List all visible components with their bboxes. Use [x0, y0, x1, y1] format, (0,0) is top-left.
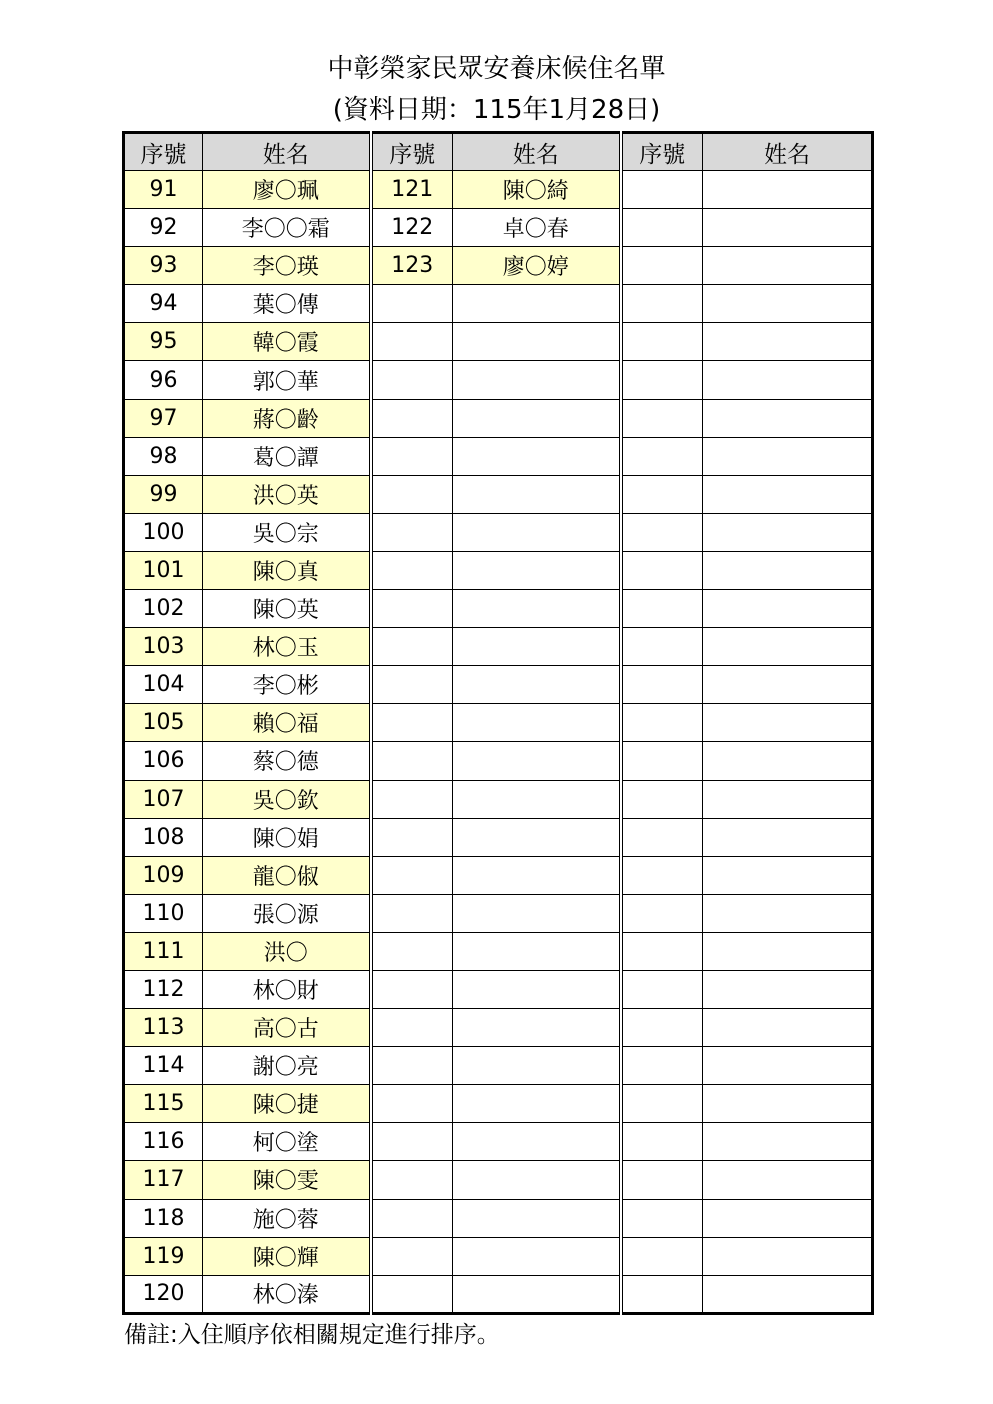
resident-name-cell: 林〇玉	[203, 628, 371, 666]
resident-name-cell: 廖〇婷	[453, 247, 621, 285]
serial-number-cell: 121	[371, 171, 453, 209]
resident-name-cell	[703, 399, 873, 437]
serial-number-cell	[621, 1047, 703, 1085]
resident-name-cell	[453, 1009, 621, 1047]
resident-name-cell	[453, 856, 621, 894]
resident-name-cell: 郭〇華	[203, 361, 371, 399]
resident-name-cell	[703, 1123, 873, 1161]
table-row	[124, 1237, 873, 1275]
table-row	[124, 1161, 873, 1199]
resident-name-cell	[453, 513, 621, 551]
serial-number-cell: 113	[124, 1009, 203, 1047]
resident-name-cell	[703, 666, 873, 704]
serial-number-cell: 123	[371, 247, 453, 285]
serial-number-cell	[371, 704, 453, 742]
serial-number-cell: 92	[124, 209, 203, 247]
serial-number-cell	[371, 856, 453, 894]
table-row	[124, 247, 873, 285]
serial-number-cell: 115	[124, 1085, 203, 1123]
waiting-list-table	[122, 131, 874, 1315]
serial-number-cell	[371, 742, 453, 780]
resident-name-cell	[703, 209, 873, 247]
resident-name-cell	[703, 1009, 873, 1047]
resident-name-cell: 吳〇宗	[203, 513, 371, 551]
resident-name-cell	[703, 361, 873, 399]
col-header-no: 序號	[621, 133, 703, 171]
serial-number-cell	[621, 399, 703, 437]
resident-name-cell	[703, 513, 873, 551]
serial-number-cell	[621, 1237, 703, 1275]
table-row	[124, 818, 873, 856]
serial-number-cell	[621, 628, 703, 666]
resident-name-cell	[703, 590, 873, 628]
serial-number-cell	[621, 818, 703, 856]
serial-number-cell: 102	[124, 590, 203, 628]
resident-name-cell	[453, 1199, 621, 1237]
serial-number-cell	[621, 856, 703, 894]
serial-number-cell	[371, 361, 453, 399]
serial-number-cell	[621, 590, 703, 628]
serial-number-cell	[371, 666, 453, 704]
resident-name-cell: 陳〇綺	[453, 171, 621, 209]
serial-number-cell	[371, 285, 453, 323]
serial-number-cell: 108	[124, 818, 203, 856]
resident-name-cell: 韓〇霞	[203, 323, 371, 361]
table-row	[124, 704, 873, 742]
serial-number-cell: 103	[124, 628, 203, 666]
table-row	[124, 437, 873, 475]
resident-name-cell	[703, 704, 873, 742]
resident-name-cell: 李〇瑛	[203, 247, 371, 285]
resident-name-cell: 蔣〇齡	[203, 399, 371, 437]
serial-number-cell	[371, 437, 453, 475]
resident-name-cell	[703, 1161, 873, 1199]
resident-name-cell	[453, 780, 621, 818]
resident-name-cell	[703, 247, 873, 285]
serial-number-cell: 110	[124, 894, 203, 932]
resident-name-cell	[453, 818, 621, 856]
table-row	[124, 1047, 873, 1085]
document-title: 中彰榮家民眾安養床候住名單	[327, 54, 666, 84]
resident-name-cell	[703, 475, 873, 513]
resident-name-cell: 葉〇傳	[203, 285, 371, 323]
serial-number-cell: 104	[124, 666, 203, 704]
serial-number-cell	[621, 475, 703, 513]
serial-number-cell: 96	[124, 361, 203, 399]
resident-name-cell	[703, 894, 873, 932]
serial-number-cell	[371, 1085, 453, 1123]
serial-number-cell: 111	[124, 932, 203, 970]
resident-name-cell: 陳〇雯	[203, 1161, 371, 1199]
serial-number-cell	[621, 1009, 703, 1047]
col-header-name: 姓名	[453, 133, 621, 171]
table-row	[124, 1123, 873, 1161]
resident-name-cell	[703, 1275, 873, 1313]
serial-number-cell	[371, 1237, 453, 1275]
data-date-subtitle: (資料日期：115年1月28日)	[332, 95, 661, 125]
serial-number-cell	[621, 1161, 703, 1199]
serial-number-cell: 101	[124, 551, 203, 589]
table-row	[124, 1199, 873, 1237]
serial-number-cell	[621, 209, 703, 247]
resident-name-cell	[453, 704, 621, 742]
resident-name-cell	[453, 666, 621, 704]
table-row	[124, 932, 873, 970]
table-row	[124, 894, 873, 932]
resident-name-cell	[453, 1161, 621, 1199]
serial-number-cell	[371, 628, 453, 666]
table-row	[124, 209, 873, 247]
table-row	[124, 551, 873, 589]
serial-number-cell	[621, 361, 703, 399]
resident-name-cell	[703, 856, 873, 894]
resident-name-cell	[453, 285, 621, 323]
serial-number-cell: 122	[371, 209, 453, 247]
serial-number-cell	[371, 1047, 453, 1085]
resident-name-cell	[703, 171, 873, 209]
col-header-no: 序號	[124, 133, 203, 171]
resident-name-cell	[453, 361, 621, 399]
serial-number-cell	[621, 1199, 703, 1237]
resident-name-cell: 卓〇春	[453, 209, 621, 247]
serial-number-cell	[371, 932, 453, 970]
serial-number-cell	[621, 247, 703, 285]
col-header-no: 序號	[371, 133, 453, 171]
serial-number-cell: 99	[124, 475, 203, 513]
resident-name-cell: 李〇彬	[203, 666, 371, 704]
resident-name-cell: 李〇〇霜	[203, 209, 371, 247]
resident-name-cell: 謝〇亮	[203, 1047, 371, 1085]
resident-name-cell: 賴〇福	[203, 704, 371, 742]
resident-name-cell	[703, 780, 873, 818]
resident-name-cell	[703, 1085, 873, 1123]
serial-number-cell	[371, 1009, 453, 1047]
resident-name-cell: 陳〇捷	[203, 1085, 371, 1123]
resident-name-cell	[703, 628, 873, 666]
table-row	[124, 475, 873, 513]
table-row	[124, 1275, 873, 1313]
serial-number-cell	[371, 1161, 453, 1199]
resident-name-cell: 葛〇譚	[203, 437, 371, 475]
table-row	[124, 399, 873, 437]
serial-number-cell	[621, 970, 703, 1008]
serial-number-cell	[371, 1199, 453, 1237]
serial-number-cell	[371, 780, 453, 818]
serial-number-cell: 107	[124, 780, 203, 818]
remark-note: 備註:入住順序依相關規定進行排序。	[124, 1322, 500, 1348]
table-row	[124, 780, 873, 818]
serial-number-cell	[371, 1275, 453, 1313]
serial-number-cell: 97	[124, 399, 203, 437]
resident-name-cell: 陳〇輝	[203, 1237, 371, 1275]
table-row	[124, 666, 873, 704]
resident-name-cell	[703, 285, 873, 323]
resident-name-cell	[703, 818, 873, 856]
resident-name-cell: 廖〇珮	[203, 171, 371, 209]
serial-number-cell: 94	[124, 285, 203, 323]
resident-name-cell	[453, 1275, 621, 1313]
resident-name-cell: 陳〇英	[203, 590, 371, 628]
serial-number-cell	[371, 818, 453, 856]
serial-number-cell	[621, 666, 703, 704]
table-row	[124, 323, 873, 361]
serial-number-cell	[621, 1085, 703, 1123]
serial-number-cell	[621, 513, 703, 551]
resident-name-cell	[453, 932, 621, 970]
table-row	[124, 742, 873, 780]
serial-number-cell	[621, 742, 703, 780]
table-header-row	[124, 133, 873, 171]
resident-name-cell	[453, 1237, 621, 1275]
resident-name-cell	[703, 1237, 873, 1275]
resident-name-cell	[703, 551, 873, 589]
resident-name-cell: 陳〇真	[203, 551, 371, 589]
resident-name-cell	[453, 742, 621, 780]
table-row	[124, 1009, 873, 1047]
serial-number-cell	[621, 932, 703, 970]
serial-number-cell: 100	[124, 513, 203, 551]
serial-number-cell: 112	[124, 970, 203, 1008]
resident-name-cell	[453, 1047, 621, 1085]
resident-name-cell	[703, 932, 873, 970]
serial-number-cell	[621, 323, 703, 361]
serial-number-cell	[621, 1123, 703, 1161]
serial-number-cell: 95	[124, 323, 203, 361]
table-row	[124, 361, 873, 399]
serial-number-cell	[371, 475, 453, 513]
resident-name-cell: 高〇古	[203, 1009, 371, 1047]
table-row	[124, 171, 873, 209]
serial-number-cell: 91	[124, 171, 203, 209]
resident-name-cell	[453, 323, 621, 361]
resident-name-cell: 陳〇娟	[203, 818, 371, 856]
resident-name-cell: 洪〇英	[203, 475, 371, 513]
serial-number-cell: 117	[124, 1161, 203, 1199]
col-header-name: 姓名	[203, 133, 371, 171]
resident-name-cell: 吳〇欽	[203, 780, 371, 818]
serial-number-cell: 120	[124, 1275, 203, 1313]
serial-number-cell	[621, 285, 703, 323]
serial-number-cell: 105	[124, 704, 203, 742]
serial-number-cell	[371, 590, 453, 628]
resident-name-cell	[453, 475, 621, 513]
serial-number-cell	[371, 970, 453, 1008]
col-header-name: 姓名	[703, 133, 873, 171]
resident-name-cell: 柯〇塗	[203, 1123, 371, 1161]
serial-number-cell	[621, 894, 703, 932]
serial-number-cell	[371, 513, 453, 551]
resident-name-cell	[703, 323, 873, 361]
serial-number-cell: 118	[124, 1199, 203, 1237]
serial-number-cell	[371, 1123, 453, 1161]
resident-name-cell: 蔡〇德	[203, 742, 371, 780]
resident-name-cell	[453, 1085, 621, 1123]
resident-name-cell	[453, 590, 621, 628]
serial-number-cell	[371, 399, 453, 437]
resident-name-cell	[453, 437, 621, 475]
resident-name-cell	[453, 1123, 621, 1161]
resident-name-cell: 洪〇	[203, 932, 371, 970]
serial-number-cell	[621, 171, 703, 209]
table-row	[124, 285, 873, 323]
table-row	[124, 513, 873, 551]
resident-name-cell	[703, 1199, 873, 1237]
resident-name-cell	[453, 551, 621, 589]
serial-number-cell	[371, 894, 453, 932]
serial-number-cell	[621, 551, 703, 589]
serial-number-cell: 98	[124, 437, 203, 475]
resident-name-cell: 林〇財	[203, 970, 371, 1008]
resident-name-cell	[453, 970, 621, 1008]
table-row	[124, 970, 873, 1008]
resident-name-cell	[703, 742, 873, 780]
resident-name-cell	[453, 399, 621, 437]
serial-number-cell	[621, 780, 703, 818]
serial-number-cell	[371, 551, 453, 589]
serial-number-cell: 106	[124, 742, 203, 780]
resident-name-cell: 龍〇俶	[203, 856, 371, 894]
resident-name-cell	[703, 437, 873, 475]
serial-number-cell	[621, 437, 703, 475]
resident-name-cell	[453, 894, 621, 932]
serial-number-cell: 109	[124, 856, 203, 894]
resident-name-cell: 林〇溱	[203, 1275, 371, 1313]
serial-number-cell	[371, 323, 453, 361]
table-row	[124, 856, 873, 894]
serial-number-cell	[621, 1275, 703, 1313]
serial-number-cell	[621, 704, 703, 742]
serial-number-cell: 114	[124, 1047, 203, 1085]
table-row	[124, 628, 873, 666]
table-row	[124, 1085, 873, 1123]
resident-name-cell	[703, 970, 873, 1008]
resident-name-cell: 張〇源	[203, 894, 371, 932]
table-row	[124, 590, 873, 628]
serial-number-cell: 116	[124, 1123, 203, 1161]
resident-name-cell	[703, 1047, 873, 1085]
serial-number-cell: 93	[124, 247, 203, 285]
resident-name-cell	[453, 628, 621, 666]
serial-number-cell: 119	[124, 1237, 203, 1275]
resident-name-cell: 施〇蓉	[203, 1199, 371, 1237]
